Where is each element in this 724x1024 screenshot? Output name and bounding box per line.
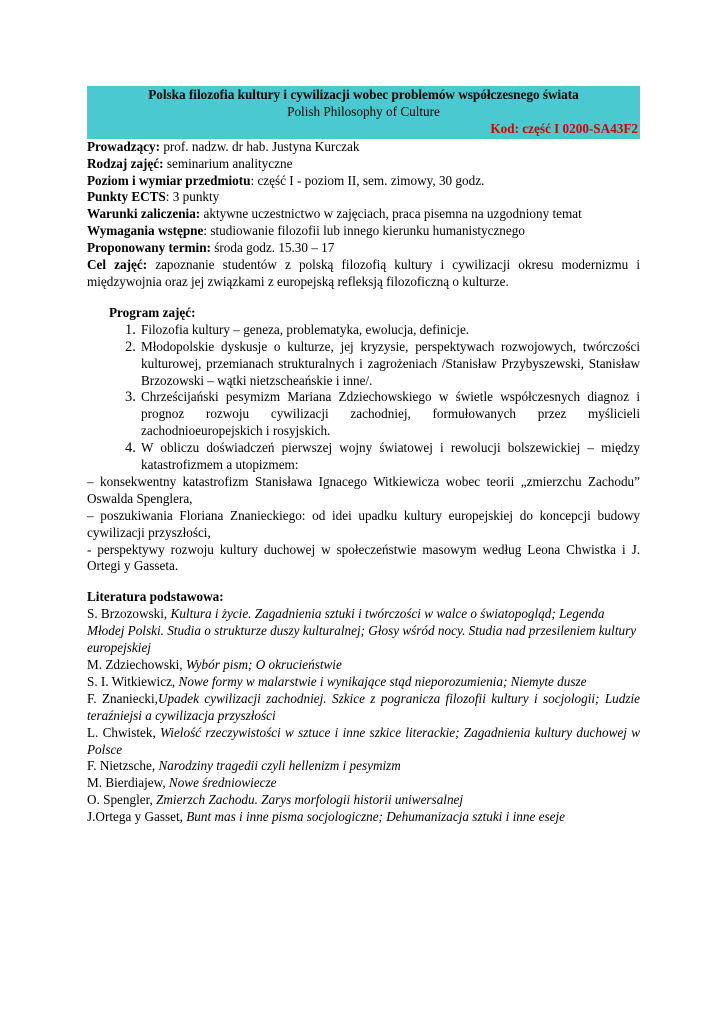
program-item xyxy=(87,389,640,440)
ects-value: : 3 punkty xyxy=(165,189,220,205)
conditions-label: Warunki zaliczenia: xyxy=(87,206,201,222)
program-subpoint: - perspektywy rozwoju kultury duchowej w społeczeństwie masowym według Leona Chwistka i J. Ortegi y Gasseta. xyxy=(87,541,640,574)
literature-author: M. Zdziechowski, xyxy=(87,657,186,672)
program-subpoints xyxy=(87,474,640,575)
literature-author: L. Chwistek, xyxy=(87,724,161,740)
literature-works: Narodziny tragedii czyli hellenizm i pesymizm xyxy=(158,758,401,774)
prereq-line xyxy=(87,223,640,240)
literature-item xyxy=(87,775,640,792)
program-item xyxy=(87,322,640,339)
program-item-number: 2. xyxy=(125,338,136,355)
literature-works: Kultura i życie. Zagadnienia sztuki i twórczości w walce o światopogląd; Legenda Młodej Polski. Studia o strukturze duszy kulturalnej; Głosy wśród nocy. Studia nad przesileniem kultury europejskiej xyxy=(87,606,637,656)
program-subpoint: – konsekwentny katastrofizm Stanisława Ignacego Witkiewicza wobec teorii „zmierzchu Zachodu” Oswalda Spenglera, xyxy=(87,473,640,506)
goal-label: Cel zajęć: xyxy=(87,257,148,273)
program-item-number: 1. xyxy=(125,321,136,338)
term-value: środa godz. 15.30 – 17 xyxy=(210,240,335,256)
course-title-en: Polish Philosophy of Culture xyxy=(287,103,440,119)
literature-item xyxy=(87,792,640,809)
literature-author: F. Znaniecki, xyxy=(87,690,158,706)
literature-works: Upadek cywilizacji zachodniej. Szkice z pogranicza filozofii kultury i socjologii; Ludzie teraźniejsi a cywilizacja przyszłości xyxy=(87,690,640,723)
course-info xyxy=(87,139,640,291)
literature-works: Zmierzch Zachodu. Zarys morfologii historii uniwersalnej xyxy=(156,792,464,808)
literature-author: O. Spengler, xyxy=(87,792,157,808)
literature-works: Bunt mas i inne pisma socjologiczne; Dehumanizacja sztuki i inne eseje xyxy=(186,809,565,825)
literature-item xyxy=(87,674,640,691)
program-item xyxy=(87,339,640,390)
conditions-line xyxy=(87,206,640,223)
prereq-label: Wymagania wstępne xyxy=(87,223,204,239)
course-code: Kod: część I 0200-SA43F2 xyxy=(490,120,638,136)
literature-author: S. I. Witkiewicz, xyxy=(87,673,179,689)
program-item-text: Chrześcijański pesymizm Mariana Zdziechowskiego w świetle współczesnych diagnoz i prognoz rozwoju cywilizacji zachodniej, formułowanych przez myślicieli zachodnioeuropejskich i rosyjskich. xyxy=(141,389,640,439)
literature-author: S. Brzozowski, xyxy=(87,606,171,622)
course-title-pl: Polska filozofia kultury i cywilizacji wobec problemów współczesnego świata xyxy=(148,87,579,102)
program-item-number: 3. xyxy=(125,389,136,406)
type-line xyxy=(87,156,640,173)
literature-item xyxy=(87,809,640,826)
course-header xyxy=(87,86,640,139)
program-item-text: Młodopolskie dyskusje o kulturze, jej kryzysie, perspektywach rozwojowych, twórczości kulturowej, przemianach strukturalnych i zagrożeniach /Stanisław Przybyszewski, Stanisław Brzozowski – wątki nietzscheańskie i inne/. xyxy=(141,338,640,388)
program-subpoint: – poszukiwania Floriana Znanieckiego: od idei upadku kultury europejskiej do koncepcji budowy cywilizacji przyszłości, xyxy=(87,507,640,540)
program-title: Program zajęć: xyxy=(109,304,196,320)
level-label: Poziom i wymiar przedmiotu xyxy=(87,172,251,188)
literature-author: F. Nietzsche, xyxy=(87,758,159,774)
prereq-value: : studiowanie filozofii lub innego kierunku humanistycznego xyxy=(203,223,525,239)
document-page xyxy=(87,86,640,826)
literature-title: Literatura podstawowa: xyxy=(87,589,224,605)
program-list xyxy=(87,322,640,474)
literature-item xyxy=(87,691,640,725)
literature-works: Wybór pism; O okrucieństwie xyxy=(185,657,342,672)
lecturer-line xyxy=(87,139,640,156)
literature-section xyxy=(87,589,640,826)
literature-item xyxy=(87,725,640,759)
literature-item xyxy=(87,657,640,674)
program-item-number: 4. xyxy=(125,440,136,457)
conditions-value: aktywne uczestnictwo w zajęciach, praca pisemna na uzgodniony temat xyxy=(200,206,582,222)
program-section xyxy=(87,305,640,576)
goal-value: zapoznanie studentów z polską filozofią kultury i cywilizacji okresu modernizmu i międzywojnia oraz jej związkami z europejską refleksją filozoficzną o kulturze. xyxy=(87,257,640,289)
literature-works: Nowe formy w malarstwie i wynikające stąd nieporozumienia; Niemyte dusze xyxy=(178,673,587,689)
term-label: Proponowany termin: xyxy=(87,240,211,256)
goal-line xyxy=(87,257,640,291)
literature-author: J.Ortega y Gasset, xyxy=(87,809,187,825)
lecturer-value: prof. nadzw. dr hab. Justyna Kurczak xyxy=(160,138,360,154)
literature-author: M. Bierdiajew, xyxy=(87,775,169,791)
literature-works: Wielość rzeczywistości w sztuce i inne szkice literackie; Zagadnienia kultury duchowej w Polsce xyxy=(87,724,640,757)
type-label: Rodzaj zajęć: xyxy=(87,155,164,171)
level-value: : część I - poziom II, sem. zimowy, 30 godz. xyxy=(250,172,485,188)
program-item-text: Filozofia kultury – geneza, problematyka, ewolucja, definicje. xyxy=(141,321,470,337)
literature-works: Nowe średniowiecze xyxy=(168,775,277,791)
literature-item xyxy=(87,758,640,775)
ects-label: Punkty ECTS xyxy=(87,189,166,205)
level-line xyxy=(87,173,640,190)
type-value: seminarium analityczne xyxy=(163,155,293,171)
term-line xyxy=(87,240,640,257)
literature-item xyxy=(87,606,640,657)
program-item-text: W obliczu doświadczeń pierwszej wojny światowej i rewolucji bolszewickiej – między katastrofizmem a utopizmem: xyxy=(141,440,640,473)
ects-line xyxy=(87,189,640,206)
lecturer-label: Prowadzący: xyxy=(87,138,161,154)
program-item xyxy=(87,440,640,474)
